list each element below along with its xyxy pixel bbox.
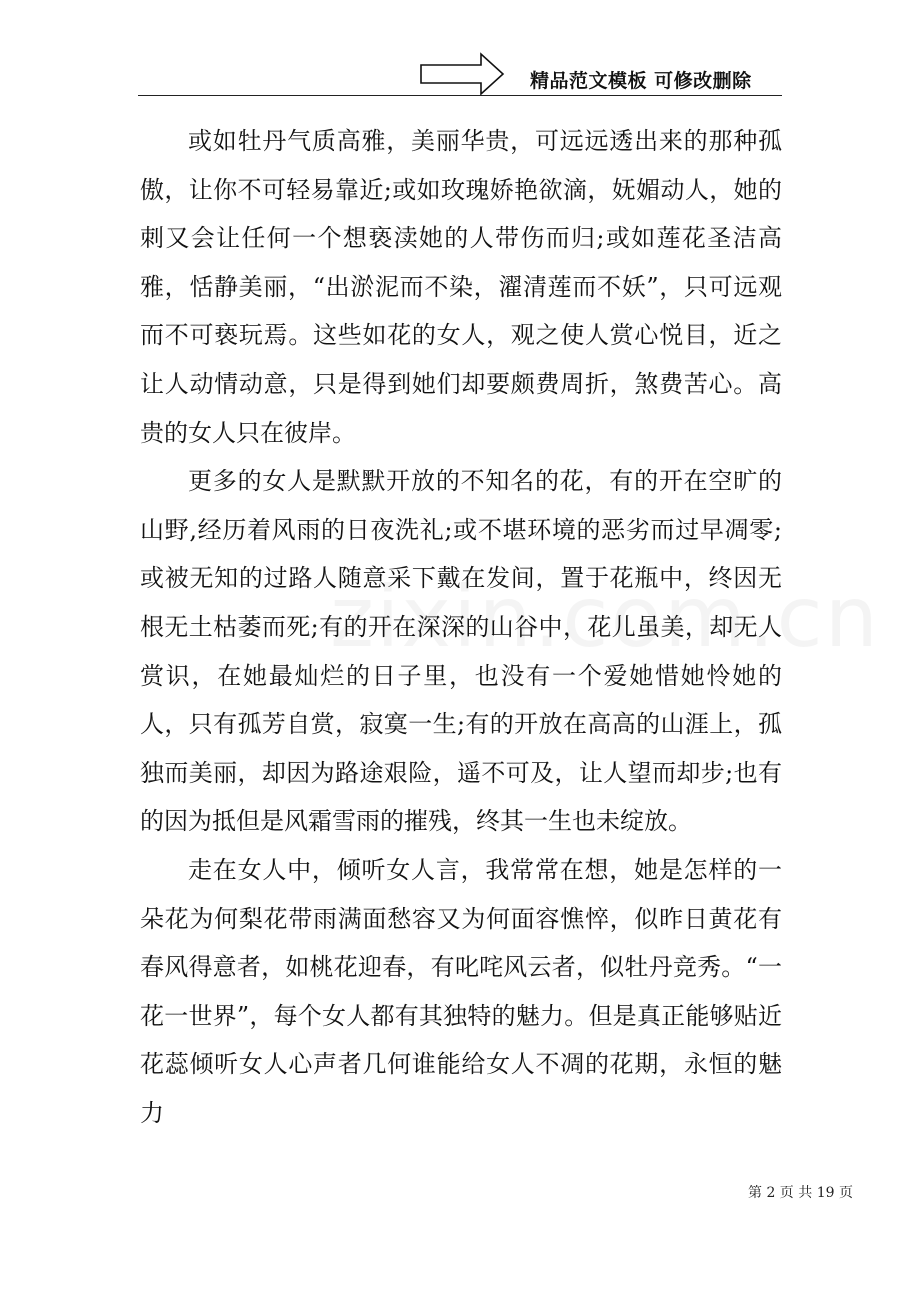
header-title: 精品范文模板 可修改删除 xyxy=(530,70,752,92)
paragraph: 走在女人中，倾听女人言，我常常在想，她是怎样的一朵花为何梨花带雨满面愁容又为何面容憔悴，似昨日黄花有春风得意者，如桃花迎春，有叱咤风云者，似牡丹竞秀。“一花一世界”，每个女人都有其独特的魅力。但是真正能够贴近花蕊倾听女人心声者几何谁能给女人不凋的花期，永恒的魅力 xyxy=(140,855,782,1127)
arrow-right-icon xyxy=(419,52,505,96)
page-header xyxy=(0,0,920,100)
page-number: 第 2 页 共 19 页 xyxy=(748,1185,853,1201)
paragraph: 或如牡丹气质高雅，美丽华贵，可远远透出来的那种孤傲，让你不可轻易靠近;或如玫瑰娇艳欲滴，妩媚动人，她的刺又会让任何一个想亵渎她的人带伤而归;或如莲花圣洁高雅，恬静美丽，“出淤泥而不染，濯清莲而不妖”，只可远观而不可亵玩焉。这些如花的女人，观之使人赏心悦目，近之让人动情动意，只是得到她们却要颇费周折，煞费苦心。高贵的女人只在彼岸。 xyxy=(140,127,782,447)
header-divider xyxy=(138,95,782,96)
paragraph: 更多的女人是默默开放的不知名的花，有的开在空旷的山野,经历着风雨的日夜洗礼;或不堪环境的恶劣而过早凋零;或被无知的过路人随意采下戴在发间，置于花瓶中，终因无根无土枯萎而死;有的开在深深的山谷中，花儿虽美，却无人赏识，在她最灿烂的日子里，也没有一个爱她惜她怜她的人，只有孤芳自赏，寂寞一生;有的开放在高高的山涯上，孤独而美丽，却因为路途艰险，遥不可及，让人望而却步;也有的因为抵但是风霜雪雨的摧残，终其一生也未绽放。 xyxy=(140,467,782,836)
document-body xyxy=(140,117,782,1137)
